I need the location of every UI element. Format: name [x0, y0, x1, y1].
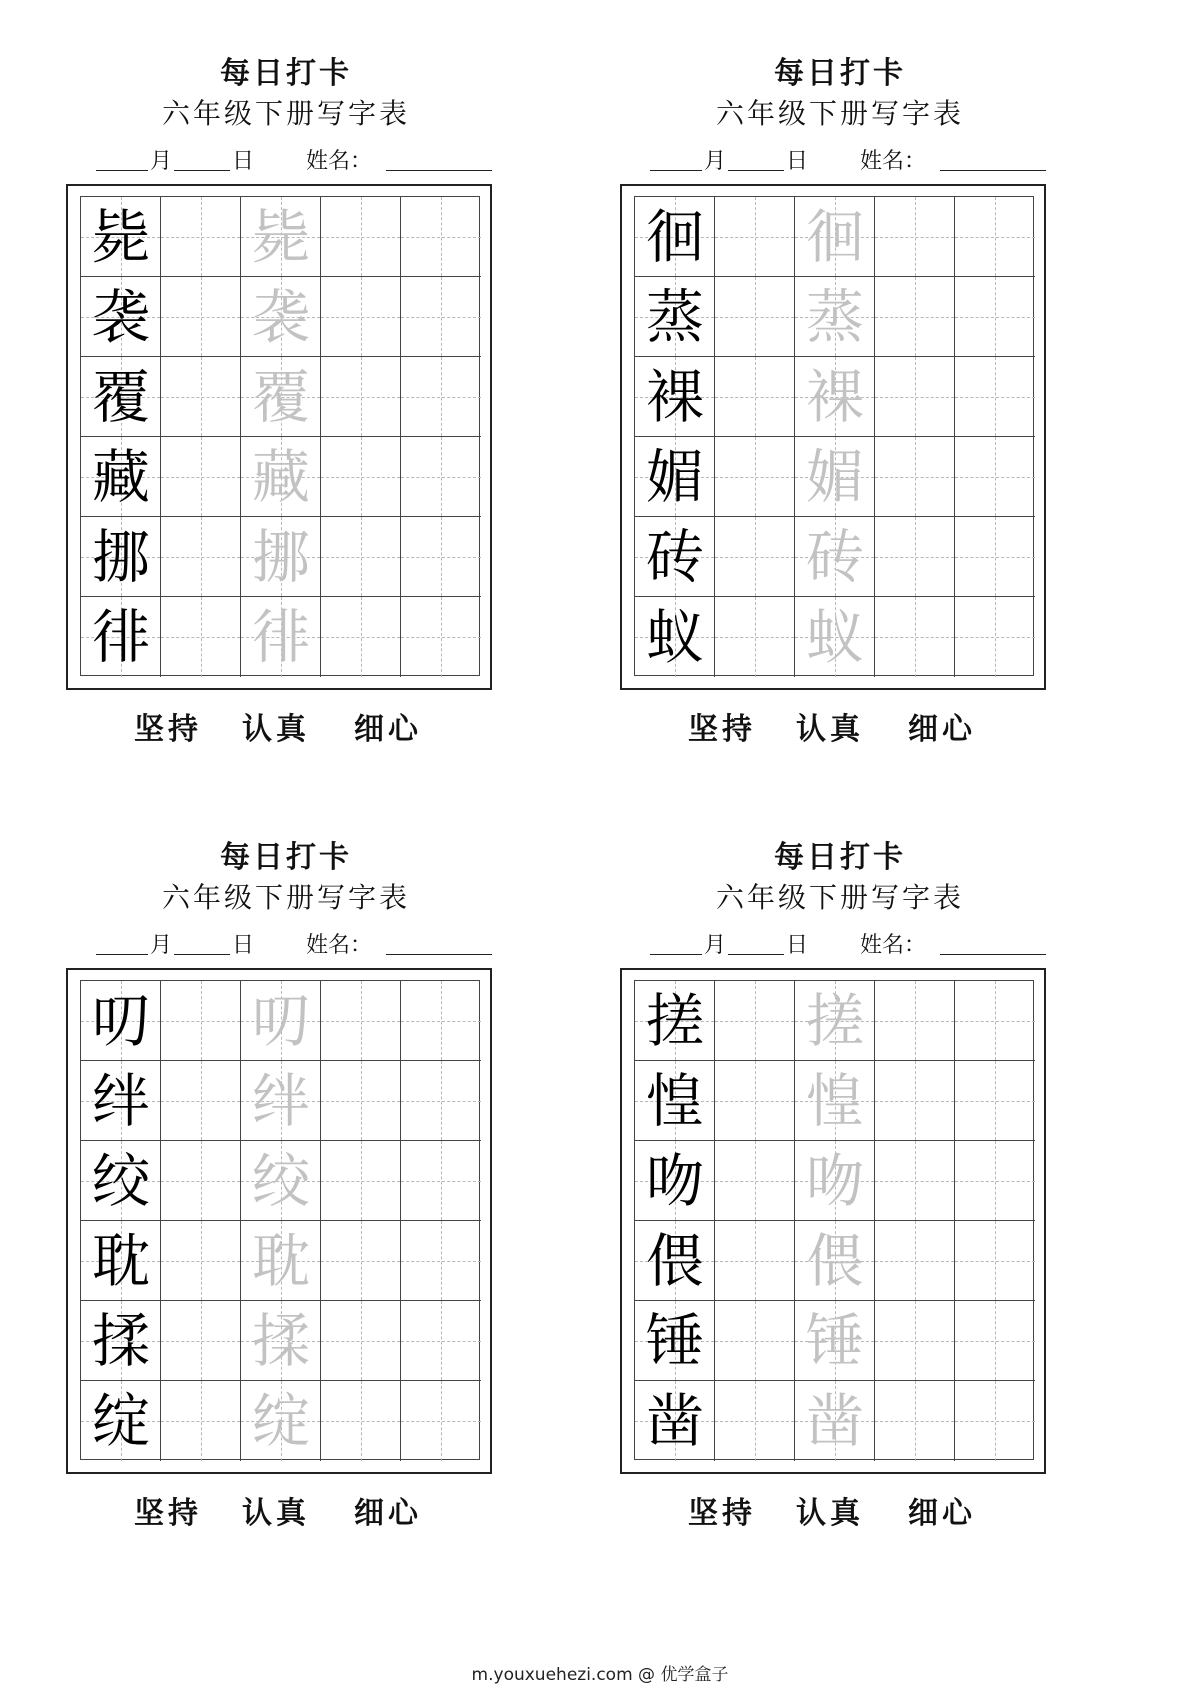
grid-row: [635, 357, 1035, 437]
model-character: 蚁: [645, 603, 704, 671]
model-character: 锤: [645, 1307, 704, 1375]
model-cell: [81, 981, 161, 1061]
day-label: 日: [232, 149, 255, 174]
motto-word: 坚持: [688, 1496, 756, 1531]
grid-row: [81, 981, 481, 1061]
day-label: 日: [232, 933, 255, 958]
blank-practice-cell[interactable]: [401, 357, 481, 437]
blank-practice-cell[interactable]: [875, 437, 955, 517]
blank-practice-cell[interactable]: [161, 277, 241, 357]
trace-character: 蚁: [805, 603, 864, 671]
motto-line: [66, 704, 526, 747]
blank-practice-cell[interactable]: [401, 1301, 481, 1381]
trace-cell: [241, 981, 321, 1061]
model-cell: [635, 437, 715, 517]
writing-grid: [634, 980, 1034, 1460]
model-cell: [635, 1221, 715, 1301]
month-label: 月: [704, 149, 727, 174]
blank-practice-cell[interactable]: [955, 1381, 1035, 1461]
model-character: 绞: [91, 1147, 150, 1215]
trace-cell: [795, 357, 875, 437]
trace-cell: [795, 1061, 875, 1141]
grid-row: [635, 277, 1035, 357]
blank-practice-cell[interactable]: [875, 197, 955, 277]
model-character: 蒸: [645, 283, 704, 351]
model-cell: [635, 197, 715, 277]
model-character: 揉: [91, 1307, 150, 1375]
model-character: 搓: [645, 987, 704, 1055]
blank-practice-cell[interactable]: [401, 517, 481, 597]
blank-practice-cell[interactable]: [715, 597, 795, 677]
panel-subtitle: 六年级下册写字表: [715, 881, 964, 914]
trace-character: 搓: [805, 987, 864, 1055]
model-cell: [81, 1061, 161, 1141]
trace-cell: [795, 1141, 875, 1221]
blank-practice-cell[interactable]: [161, 1061, 241, 1141]
blank-practice-cell[interactable]: [715, 981, 795, 1061]
model-character: 绊: [91, 1067, 150, 1135]
name-blank[interactable]: [386, 170, 492, 171]
blank-practice-cell[interactable]: [401, 597, 481, 677]
motto-word: 细心: [354, 1496, 422, 1531]
trace-cell: [241, 197, 321, 277]
blank-practice-cell[interactable]: [161, 437, 241, 517]
grid-row: [635, 1381, 1035, 1461]
model-character: 砖: [645, 523, 704, 591]
blank-practice-cell[interactable]: [161, 597, 241, 677]
model-cell: [635, 1141, 715, 1221]
model-cell: [81, 277, 161, 357]
blank-practice-cell[interactable]: [875, 1141, 955, 1221]
model-character: 覆: [91, 363, 150, 431]
month-blank[interactable]: [96, 170, 148, 171]
month-label: 月: [704, 933, 727, 958]
name-label: 姓名：: [306, 149, 373, 174]
blank-practice-cell[interactable]: [161, 1221, 241, 1301]
model-cell: [81, 1381, 161, 1461]
date-name-line: [96, 928, 506, 962]
grid-row: [81, 1061, 481, 1141]
model-character: 藏: [91, 443, 150, 511]
blank-practice-cell[interactable]: [875, 1221, 955, 1301]
blank-practice-cell[interactable]: [875, 277, 955, 357]
grid-row: [635, 1141, 1035, 1221]
model-character: 媚: [645, 443, 704, 511]
grid-frame: [620, 968, 1046, 1474]
trace-character: 毙: [251, 203, 310, 271]
blank-practice-cell[interactable]: [875, 357, 955, 437]
panel-subtitle: 六年级下册写字表: [161, 881, 410, 914]
grid-row: [81, 437, 481, 517]
trace-character: 袭: [251, 283, 310, 351]
model-character: 裸: [645, 363, 704, 431]
blank-practice-cell[interactable]: [715, 1061, 795, 1141]
grid-row: [635, 597, 1035, 677]
trace-cell: [241, 597, 321, 677]
blank-practice-cell[interactable]: [401, 1221, 481, 1301]
blank-practice-cell[interactable]: [401, 1141, 481, 1221]
blank-practice-cell[interactable]: [955, 437, 1035, 517]
trace-character: 媚: [805, 443, 864, 511]
model-cell: [81, 437, 161, 517]
blank-practice-cell[interactable]: [161, 1301, 241, 1381]
trace-cell: [795, 597, 875, 677]
motto-word: 坚持: [134, 1496, 202, 1531]
blank-practice-cell[interactable]: [161, 1381, 241, 1461]
model-cell: [81, 357, 161, 437]
date-name-line: [96, 144, 506, 178]
model-character: 耽: [91, 1227, 150, 1295]
blank-practice-cell[interactable]: [161, 517, 241, 597]
writing-grid: [80, 980, 480, 1460]
motto-word: 认真: [796, 1496, 864, 1531]
grid-row: [81, 197, 481, 277]
grid-row: [635, 517, 1035, 597]
model-character: 惶: [645, 1067, 704, 1135]
blank-practice-cell[interactable]: [955, 1221, 1035, 1301]
model-character: 绽: [91, 1387, 150, 1455]
name-blank[interactable]: [940, 170, 1046, 171]
day-blank[interactable]: [728, 954, 784, 955]
grid-row: [81, 1221, 481, 1301]
trace-character: 绞: [251, 1147, 310, 1215]
trace-cell: [795, 197, 875, 277]
blank-practice-cell[interactable]: [875, 597, 955, 677]
blank-practice-cell[interactable]: [715, 1221, 795, 1301]
grid-row: [81, 1301, 481, 1381]
grid-row: [635, 197, 1035, 277]
panel-title: 每日打卡: [774, 56, 906, 91]
blank-practice-cell[interactable]: [401, 437, 481, 517]
blank-practice-cell[interactable]: [321, 277, 401, 357]
blank-practice-cell[interactable]: [955, 981, 1035, 1061]
trace-cell: [241, 357, 321, 437]
name-blank[interactable]: [940, 954, 1046, 955]
trace-character: 吻: [805, 1147, 864, 1215]
grid-row: [81, 1141, 481, 1221]
model-cell: [635, 1061, 715, 1141]
model-character: 吻: [645, 1147, 704, 1215]
trace-cell: [795, 437, 875, 517]
grid-row: [635, 1221, 1035, 1301]
blank-practice-cell[interactable]: [955, 597, 1035, 677]
trace-character: 揉: [251, 1307, 310, 1375]
trace-character: 凿: [805, 1387, 864, 1455]
grid-row: [81, 277, 481, 357]
trace-cell: [795, 981, 875, 1061]
blank-practice-cell[interactable]: [715, 437, 795, 517]
blank-practice-cell[interactable]: [321, 517, 401, 597]
grid-row: [635, 1061, 1035, 1141]
trace-character: 锤: [805, 1307, 864, 1375]
model-cell: [81, 597, 161, 677]
trace-character: 偎: [805, 1227, 864, 1295]
day-blank[interactable]: [728, 170, 784, 171]
model-cell: [81, 197, 161, 277]
grid-frame: [66, 184, 492, 690]
name-blank[interactable]: [386, 954, 492, 955]
blank-practice-cell[interactable]: [715, 1381, 795, 1461]
trace-character: 惶: [805, 1067, 864, 1135]
day-blank[interactable]: [174, 954, 230, 955]
blank-practice-cell[interactable]: [955, 1301, 1035, 1381]
blank-practice-cell[interactable]: [321, 597, 401, 677]
trace-cell: [241, 1141, 321, 1221]
model-character: 毙: [91, 203, 150, 271]
blank-practice-cell[interactable]: [401, 277, 481, 357]
month-label: 月: [150, 933, 173, 958]
blank-practice-cell[interactable]: [875, 1061, 955, 1141]
grid-row: [635, 981, 1035, 1061]
motto-word: 细心: [354, 712, 422, 747]
model-character: 徘: [91, 603, 150, 671]
motto-word: 认真: [242, 712, 310, 747]
trace-character: 藏: [251, 443, 310, 511]
day-label: 日: [786, 149, 809, 174]
model-character: 徊: [645, 203, 704, 271]
trace-character: 蒸: [805, 283, 864, 351]
name-label: 姓名：: [860, 149, 927, 174]
grid-row: [81, 1381, 481, 1461]
trace-cell: [241, 1221, 321, 1301]
model-cell: [635, 1381, 715, 1461]
model-cell: [81, 1141, 161, 1221]
trace-cell: [241, 277, 321, 357]
blank-practice-cell[interactable]: [955, 1141, 1035, 1221]
motto-word: 坚持: [134, 712, 202, 747]
trace-character: 耽: [251, 1227, 310, 1295]
blank-practice-cell[interactable]: [321, 1381, 401, 1461]
model-character: 挪: [91, 523, 150, 591]
month-label: 月: [150, 149, 173, 174]
model-cell: [635, 981, 715, 1061]
blank-practice-cell[interactable]: [401, 981, 481, 1061]
blank-practice-cell[interactable]: [715, 517, 795, 597]
blank-practice-cell[interactable]: [321, 1221, 401, 1301]
motto-word: 坚持: [688, 712, 756, 747]
trace-cell: [241, 517, 321, 597]
blank-practice-cell[interactable]: [715, 1301, 795, 1381]
trace-character: 砖: [805, 523, 864, 591]
blank-practice-cell[interactable]: [875, 1381, 955, 1461]
panel-subtitle: 六年级下册写字表: [161, 97, 410, 130]
trace-character: 绊: [251, 1067, 310, 1135]
grid-row: [635, 437, 1035, 517]
blank-practice-cell[interactable]: [401, 197, 481, 277]
panel-title: 每日打卡: [220, 56, 352, 91]
blank-practice-cell[interactable]: [321, 437, 401, 517]
model-cell: [81, 1221, 161, 1301]
model-character: 偎: [645, 1227, 704, 1295]
grid-row: [81, 597, 481, 677]
model-cell: [635, 357, 715, 437]
model-cell: [635, 277, 715, 357]
writing-grid: [80, 196, 480, 676]
grid-row: [81, 357, 481, 437]
month-blank[interactable]: [96, 954, 148, 955]
blank-practice-cell[interactable]: [321, 981, 401, 1061]
month-blank[interactable]: [650, 954, 702, 955]
blank-practice-cell[interactable]: [715, 1141, 795, 1221]
trace-character: 徊: [805, 203, 864, 271]
blank-practice-cell[interactable]: [161, 1141, 241, 1221]
motto-line: [620, 1488, 1080, 1531]
trace-character: 覆: [251, 363, 310, 431]
model-cell: [635, 597, 715, 677]
date-name-line: [650, 144, 1060, 178]
trace-cell: [795, 517, 875, 597]
trace-cell: [795, 277, 875, 357]
blank-practice-cell[interactable]: [875, 517, 955, 597]
name-label: 姓名：: [860, 933, 927, 958]
day-blank[interactable]: [174, 170, 230, 171]
blank-practice-cell[interactable]: [321, 1061, 401, 1141]
day-label: 日: [786, 933, 809, 958]
motto-line: [620, 704, 1080, 747]
panel-title: 每日打卡: [774, 840, 906, 875]
trace-character: 挪: [251, 523, 310, 591]
grid-frame: [66, 968, 492, 1474]
blank-practice-cell[interactable]: [715, 197, 795, 277]
trace-cell: [241, 1061, 321, 1141]
blank-practice-cell[interactable]: [321, 1141, 401, 1221]
trace-character: 徘: [251, 603, 310, 671]
trace-cell: [241, 437, 321, 517]
model-character: 袭: [91, 283, 150, 351]
grid-frame: [620, 184, 1046, 690]
model-cell: [81, 517, 161, 597]
blank-practice-cell[interactable]: [955, 277, 1035, 357]
blank-practice-cell[interactable]: [161, 357, 241, 437]
trace-character: 绽: [251, 1387, 310, 1455]
blank-practice-cell[interactable]: [401, 1381, 481, 1461]
blank-practice-cell[interactable]: [321, 197, 401, 277]
blank-practice-cell[interactable]: [955, 197, 1035, 277]
grid-row: [635, 1301, 1035, 1381]
writing-grid: [634, 196, 1034, 676]
trace-cell: [795, 1381, 875, 1461]
model-character: 叨: [91, 987, 150, 1055]
blank-practice-cell[interactable]: [955, 517, 1035, 597]
blank-practice-cell[interactable]: [321, 1301, 401, 1381]
motto-word: 认真: [796, 712, 864, 747]
trace-cell: [241, 1301, 321, 1381]
grid-row: [81, 517, 481, 597]
blank-practice-cell[interactable]: [955, 357, 1035, 437]
motto-line: [66, 1488, 526, 1531]
blank-practice-cell[interactable]: [955, 1061, 1035, 1141]
blank-practice-cell[interactable]: [321, 357, 401, 437]
trace-cell: [795, 1301, 875, 1381]
motto-word: 认真: [242, 1496, 310, 1531]
trace-cell: [241, 1381, 321, 1461]
blank-practice-cell[interactable]: [875, 981, 955, 1061]
month-blank[interactable]: [650, 170, 702, 171]
blank-practice-cell[interactable]: [161, 981, 241, 1061]
blank-practice-cell[interactable]: [715, 357, 795, 437]
panel-title: 每日打卡: [220, 840, 352, 875]
motto-word: 细心: [908, 1496, 976, 1531]
blank-practice-cell[interactable]: [715, 277, 795, 357]
model-character: 凿: [645, 1387, 704, 1455]
trace-character: 裸: [805, 363, 864, 431]
panel-subtitle: 六年级下册写字表: [715, 97, 964, 130]
blank-practice-cell[interactable]: [875, 1301, 955, 1381]
footer-credit: m.youxuehezi.com @ 优学盒子: [471, 1665, 729, 1685]
name-label: 姓名：: [306, 933, 373, 958]
blank-practice-cell[interactable]: [161, 197, 241, 277]
blank-practice-cell[interactable]: [401, 1061, 481, 1141]
model-cell: [81, 1301, 161, 1381]
model-cell: [635, 517, 715, 597]
trace-cell: [795, 1221, 875, 1301]
motto-word: 细心: [908, 712, 976, 747]
trace-character: 叨: [251, 987, 310, 1055]
date-name-line: [650, 928, 1060, 962]
model-cell: [635, 1301, 715, 1381]
